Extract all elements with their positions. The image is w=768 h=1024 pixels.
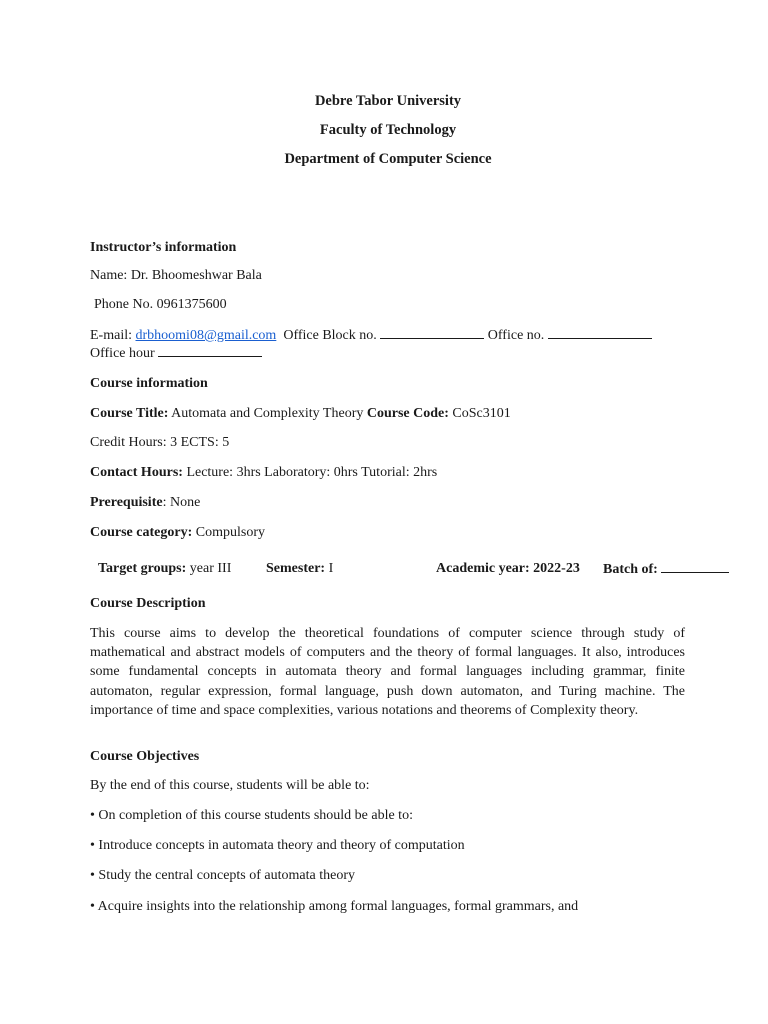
prerequisite-label: Prerequisite [90, 495, 163, 510]
department-name: Department of Computer Science [284, 151, 492, 167]
office-hour-label: Office hour [90, 346, 155, 361]
batch [603, 561, 729, 578]
course-title: Automata and Complexity Theory [168, 406, 367, 421]
prerequisite-line [90, 495, 200, 511]
email-label: E-mail: [90, 328, 136, 343]
semester-value: I [325, 561, 334, 576]
target-groups [98, 561, 231, 577]
contact-hours: Lecture: 3hrs Laboratory: 0hrs Tutorial: 2hrs [182, 465, 438, 480]
course-description-text: This course aims to develop the theoretical foundations of computer science through study of mathematical and abstract models of computers and the theory of formal languages. It also, introduces some fundamental concepts in automata theory and formal languages including grammar, finite automaton, regular expression, formal language, push down automaton, and Turing machine. The importance of time and space complexities, various notations and theorems of Complexity theory. [90, 626, 685, 718]
objective-item: • Acquire insights into the relationship among formal languages, formal grammars, and [90, 899, 579, 914]
office-hour-line [90, 345, 262, 362]
office-no-label: Office no. [487, 328, 545, 343]
office-block-label: Office Block no. [283, 328, 377, 343]
course-title-line [90, 406, 511, 422]
academic-year: Academic year: 2022-23 [436, 561, 580, 576]
prerequisite: : None [162, 495, 201, 510]
course-category: Compulsory [192, 525, 265, 540]
contact-hours-label: Contact Hours: [90, 465, 183, 480]
objectives-intro: By the end of this course, students will be able to: [90, 778, 370, 793]
course-info-heading: Course information [90, 376, 208, 391]
contact-hours-line [90, 465, 437, 481]
course-code-label: Course Code: [366, 406, 449, 421]
objective-item: • On completion of this course students should be able to: [90, 808, 413, 823]
office-block-blank [380, 327, 484, 339]
faculty-name: Faculty of Technology [319, 122, 457, 138]
course-description-heading: Course Description [90, 596, 206, 611]
email-link[interactable]: drbhoomi08@gmail.com [135, 328, 277, 343]
batch-label: Batch of: [603, 562, 658, 577]
course-category-line [90, 525, 265, 541]
objective-item: • Introduce concepts in automata theory and theory of computation [90, 838, 465, 853]
objective-item: • Study the central concepts of automata theory [90, 868, 355, 883]
semester-label: Semester: [266, 561, 326, 576]
course-title-label: Course Title: [90, 406, 169, 421]
email-line [90, 327, 652, 344]
credit-hours: Credit Hours: 3 ECTS: 5 [90, 435, 230, 450]
office-no-blank [548, 327, 652, 339]
instructor-phone: Phone No. 0961375600 [94, 297, 227, 312]
course-code: CoSc3101 [448, 406, 511, 421]
course-objectives-heading: Course Objectives [90, 749, 200, 764]
batch-blank [661, 561, 729, 573]
instructor-name: Name: Dr. Bhoomeshwar Bala [90, 268, 262, 283]
semester [266, 561, 333, 577]
university-name: Debre Tabor University [314, 93, 462, 109]
target-groups-label: Target groups: [98, 561, 187, 576]
instructor-heading: Instructor’s information [90, 240, 237, 255]
target-groups-value: year III [186, 561, 232, 576]
office-hour-blank [158, 345, 262, 357]
course-category-label: Course category: [90, 525, 193, 540]
